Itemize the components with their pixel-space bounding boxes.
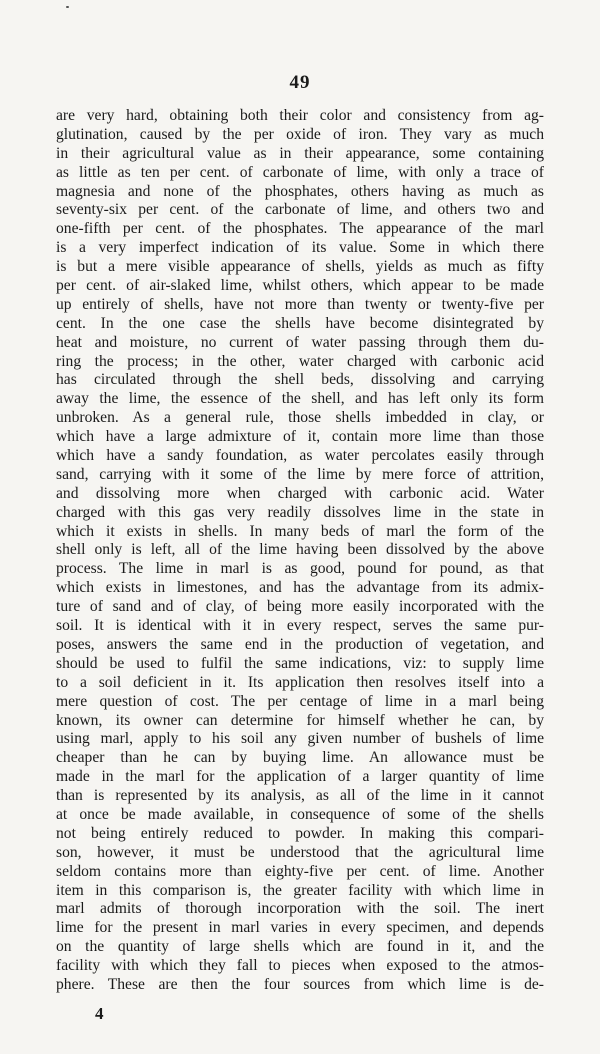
body-text xyxy=(56,107,544,995)
text-line: to a soil deficient in it. Its application then resolves itself into a xyxy=(56,673,544,691)
text-line: has circulated through the shell beds, dissolving and carrying xyxy=(56,371,544,389)
text-line: ring the process; in the other, water charged with carbonic acid xyxy=(56,352,544,370)
text-line: which it exists in shells. In many beds of marl the form of the xyxy=(56,522,544,540)
text-line: in their agricultural value as in their appearance, some containing xyxy=(56,144,544,162)
text-line: seldom contains more than eighty-five per cent. of lime. Another xyxy=(56,862,544,880)
text-line: sand, carrying with it some of the lime by mere force of attrition, xyxy=(56,465,544,483)
text-line: soil. It is identical with it in every respect, serves the same pur- xyxy=(56,617,544,635)
text-line: away the lime, the essence of the shell, and has left only its form xyxy=(56,390,544,408)
text-line: cent. In the one case the shells have become disintegrated by xyxy=(56,314,544,332)
text-line: is but a mere visible appearance of shells, yields as much as fifty xyxy=(56,258,544,276)
text-line: at once be made available, in consequence of some of the shells xyxy=(56,805,544,823)
text-line: per cent. of air-slaked lime, whilst others, which appear to be made xyxy=(56,277,544,295)
text-line: known, its owner can determine for himself whether he can, by xyxy=(56,711,544,729)
text-line: than is represented by its analysis, as all of the lime in it cannot xyxy=(56,787,544,805)
text-line: mere question of cost. The per centage of lime in a marl being xyxy=(56,692,544,710)
text-line: heat and moisture, no current of water passing through them du- xyxy=(56,333,544,351)
text-line: should be used to fulfil the same indications, viz: to supply lime xyxy=(56,654,544,672)
text-line: is a very imperfect indication of its value. Some in which there xyxy=(56,239,544,257)
text-line: item in this comparison is, the greater facility with which lime in xyxy=(56,881,544,899)
text-line: process. The lime in marl is as good, pound for pound, as that xyxy=(56,560,544,578)
text-line: which have a sandy foundation, as water percolates easily through xyxy=(56,447,544,465)
text-line: up entirely of shells, have not more than twenty or twenty-five per xyxy=(56,295,544,313)
text-line: cheaper than he can by buying lime. An allowance must be xyxy=(56,749,544,767)
text-line: not being entirely reduced to powder. In making this compari- xyxy=(56,824,544,842)
text-line: using marl, apply to his soil any given number of bushels of lime xyxy=(56,730,544,748)
text-line: facility with which they fall to pieces when exposed to the atmos- xyxy=(56,957,544,975)
text-line: on the quantity of large shells which are found in it, and the xyxy=(56,938,544,956)
text-line: which have a large admixture of it, contain more lime than those xyxy=(56,428,544,446)
page-number: 49 xyxy=(289,72,311,93)
text-line: unbroken. As a general rule, those shells imbedded in clay, or xyxy=(56,409,544,427)
text-line: one-fifth per cent. of the phosphates. The appearance of the marl xyxy=(56,220,544,238)
text-line: son, however, it must be understood that the agricultural lime xyxy=(56,843,544,861)
text-line: are very hard, obtaining both their color and consistency from ag- xyxy=(56,107,544,124)
ink-speck xyxy=(66,6,69,8)
text-line: lime for the present in marl varies in every specimen, and depends xyxy=(56,919,544,937)
text-line: glutination, caused by the per oxide of iron. They vary as much xyxy=(56,125,544,143)
text-line: and dissolving more when charged with carbonic acid. Water xyxy=(56,484,544,502)
text-line: marl admits of thorough incorporation with the soil. The inert xyxy=(56,900,544,918)
signature-mark: 4 xyxy=(95,1004,104,1023)
text-line: charged with this gas very readily dissolves lime in the state in xyxy=(56,503,544,521)
text-line: shell only is left, all of the lime having been dissolved by the above xyxy=(56,541,544,559)
text-line: which exists in limestones, and has the advantage from its admix- xyxy=(56,579,544,597)
text-line: as little as ten per cent. of carbonate of lime, with only a trace of xyxy=(56,163,544,181)
text-line: phere. These are then the four sources from which lime is de- xyxy=(56,975,544,993)
text-line: seventy-six per cent. of the carbonate of lime, and others two and xyxy=(56,201,544,219)
text-line: ture of sand and of clay, of being more easily incorporated with the xyxy=(56,598,544,616)
text-line: magnesia and none of the phosphates, others having as much as xyxy=(56,182,544,200)
text-line: poses, answers the same end in the production of vegetation, and xyxy=(56,635,544,653)
text-line: made in the marl for the application of a larger quantity of lime xyxy=(56,768,544,786)
